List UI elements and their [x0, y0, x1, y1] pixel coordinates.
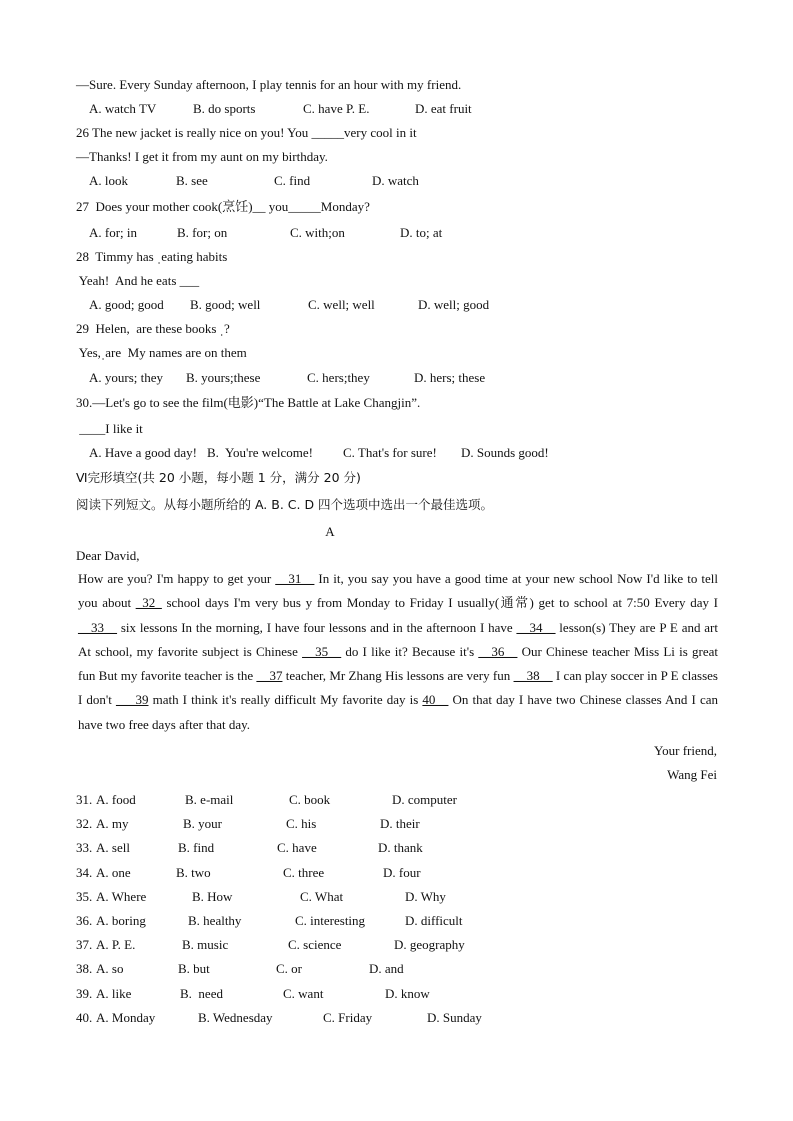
cloze-option-b: B. two [176, 864, 211, 880]
q29-option-c: C. hers;they [307, 370, 370, 385]
letter-text: On that day I have two Chinese classes And I can have two free days after that day. [78, 692, 718, 732]
q28-option-c: C. well; well [308, 297, 375, 312]
blank-36: __36__ [478, 643, 518, 659]
q30-option-a: A. Have a good day! [89, 445, 197, 460]
cloze-option-a: A. food [96, 792, 136, 807]
cloze-option-d: D. their [380, 816, 420, 832]
cloze-question-number: 37. [76, 937, 93, 953]
cloze-option-d: D. thank [378, 840, 423, 856]
cloze-option-c: C. want [283, 985, 324, 1001]
blank-34: __34__ [516, 619, 556, 635]
cloze-option-d: D. four [383, 864, 421, 880]
cloze-option-b: B. music [182, 937, 229, 953]
blank-40: 40__ [422, 692, 449, 708]
q28-option-b: B. good; well [190, 297, 261, 312]
letter-text: six lessons In the morning, I have four lessons and in the afternoon I have [117, 619, 517, 635]
q25-option-d: D. eat fruit [415, 101, 472, 116]
q28-stem: 28 Timmy has ˌeating habits [76, 249, 228, 264]
cloze-option-a: A. boring [96, 913, 146, 928]
cloze-option-c: C. book [289, 792, 331, 807]
cloze-option-a: A. so [96, 961, 124, 977]
letter-signature: Wang Fei [667, 767, 717, 782]
cloze-option-c: C. three [283, 864, 325, 880]
cloze-option-d: D. geography [394, 937, 465, 953]
q26-option-d: D. watch [372, 173, 419, 188]
cloze-question-number: 38. [76, 961, 93, 977]
q29-option-a: A. yours; they [89, 370, 164, 385]
cloze-option-a: A. like [96, 985, 132, 1001]
q25-dialog: —Sure. Every Sunday afternoon, I play tennis for an hour with my friend. [76, 77, 462, 92]
q27-option-a: A. for; in [89, 225, 138, 240]
letter-text: math I think it's really difficult My favorite day is [148, 692, 423, 708]
blank-35: __35__ [302, 643, 342, 659]
cloze-option-c: C. science [288, 937, 342, 953]
blank-38: __38__ [513, 668, 553, 684]
cloze-question-number: 40. [76, 1009, 93, 1025]
q30-stem: 30.—Let's go to see the film(电影)“The Battle at Lake Changjin”. [76, 395, 421, 410]
cloze-option-c: C. interesting [295, 913, 366, 928]
letter-text: I can play soccer in P E classes I don't [78, 668, 718, 708]
cloze-option-c: C. Friday [323, 1009, 373, 1025]
cloze-option-c: C. his [286, 816, 317, 832]
cloze-question-number: 31. [76, 792, 93, 807]
letter-closing: Your friend, [654, 743, 717, 758]
cloze-question-number: 32. [76, 816, 93, 832]
cloze-option-d: D. know [385, 985, 430, 1001]
cloze-option-c: C. or [276, 961, 302, 977]
cloze-option-d: D. difficult [405, 913, 463, 928]
cloze-option-d: D. computer [392, 792, 457, 807]
letter-text: school days I'm very bus y from Monday to Friday I usually(通常) get to school at 7:50 Every day I [161, 595, 718, 611]
q27-option-c: C. with;on [290, 225, 345, 240]
cloze-option-b: B. need [180, 985, 223, 1001]
letter-text: do I like it? Because it's [341, 643, 479, 659]
passage-label: A [325, 524, 335, 539]
letter-body [78, 567, 718, 737]
q30-option-b: B. You're welcome! [207, 445, 313, 460]
q26-option-b: B. see [176, 173, 208, 188]
letter-text: lesson(s) They are P E and art At school, my favorite subject is Chinese [78, 619, 718, 659]
q27-stem: 27 Does your mother cook(烹饪)__ you_____Monday? [76, 199, 370, 214]
blank-32: _32_ [135, 595, 162, 611]
cloze-option-a: A. Monday [96, 1009, 156, 1025]
cloze-option-a: A. Where [96, 888, 147, 904]
cloze-option-d: D. and [369, 961, 404, 977]
q27-option-d: D. to; at [400, 225, 443, 240]
q29-stem: 29 Helen, are these books ˌ? [76, 321, 230, 336]
cloze-option-b: B. find [178, 840, 215, 856]
cloze-option-a: A. sell [96, 840, 130, 856]
cloze-question-number: 36. [76, 913, 93, 928]
q30-option-c: C. That's for sure! [343, 445, 437, 460]
cloze-option-d: D. Why [405, 888, 446, 904]
cloze-option-c: C. What [300, 888, 344, 904]
q25-option-a: A. watch TV [89, 101, 157, 116]
cloze-question-number: 39. [76, 985, 93, 1001]
letter-text: In it, you say you have a good time at your new school Now I'd like to tell you about [78, 571, 718, 611]
cloze-question-number: 33. [76, 840, 93, 856]
cloze-option-b: B. e-mail [185, 792, 234, 807]
cloze-option-b: B. your [183, 816, 222, 832]
letter-greeting: Dear David, [76, 548, 140, 563]
letter-text: How are you? I'm happy to get your [78, 571, 276, 586]
q26-option-c: C. find [274, 173, 311, 188]
q28-option-d: D. well; good [418, 297, 490, 312]
q26-option-a: A. look [89, 173, 128, 188]
section-instruction: 阅读下列短文。从每小题所给的 A. B. C. D 四个选项中选出一个最佳选项。 [76, 497, 494, 512]
q29-option-d: D. hers; these [414, 370, 486, 385]
cloze-option-a: A. my [96, 816, 129, 832]
q30-option-d: D. Sounds good! [461, 445, 549, 460]
q30-reply: ____I like it [76, 421, 143, 436]
q26-stem: 26 The new jacket is really nice on you! You _____very cool in it [76, 125, 417, 140]
cloze-question-number: 35. [76, 888, 93, 904]
section-title: Ⅵ完形填空(共 20 小题，每小题 1 分，满分 20 分) [76, 470, 361, 485]
cloze-question-number: 34. [76, 864, 93, 880]
blank-37: __37 [256, 668, 283, 684]
cloze-option-b: B. but [178, 961, 210, 977]
cloze-option-d: D. Sunday [427, 1009, 482, 1025]
cloze-option-a: A. one [96, 864, 131, 880]
blank-31: __31__ [275, 571, 315, 586]
cloze-option-a: A. P. E. [96, 937, 136, 953]
cloze-option-b: B. How [192, 888, 233, 904]
blank-39: ___39 [115, 692, 149, 708]
cloze-option-c: C. have [277, 840, 317, 856]
q29-reply: Yes,ˌare My names are on them [76, 345, 247, 360]
q28-reply: Yeah! And he eats ___ [76, 273, 200, 288]
cloze-option-b: B. Wednesday [198, 1009, 273, 1025]
q26-reply: —Thanks! I get it from my aunt on my birthday. [76, 149, 328, 164]
q25-option-b: B. do sports [193, 101, 256, 116]
q28-option-a: A. good; good [89, 297, 164, 312]
letter-text: Our Chinese teacher Miss Li is great fun But my favorite teacher is the [78, 643, 718, 684]
blank-33: __33__ [78, 619, 117, 635]
q29-option-b: B. yours;these [186, 370, 261, 385]
cloze-option-b: B. healthy [188, 913, 242, 928]
q25-option-c: C. have P. E. [303, 101, 370, 116]
letter-text: teacher, Mr Zhang His lessons are very fun [282, 668, 514, 684]
q27-option-b: B. for; on [177, 225, 228, 240]
